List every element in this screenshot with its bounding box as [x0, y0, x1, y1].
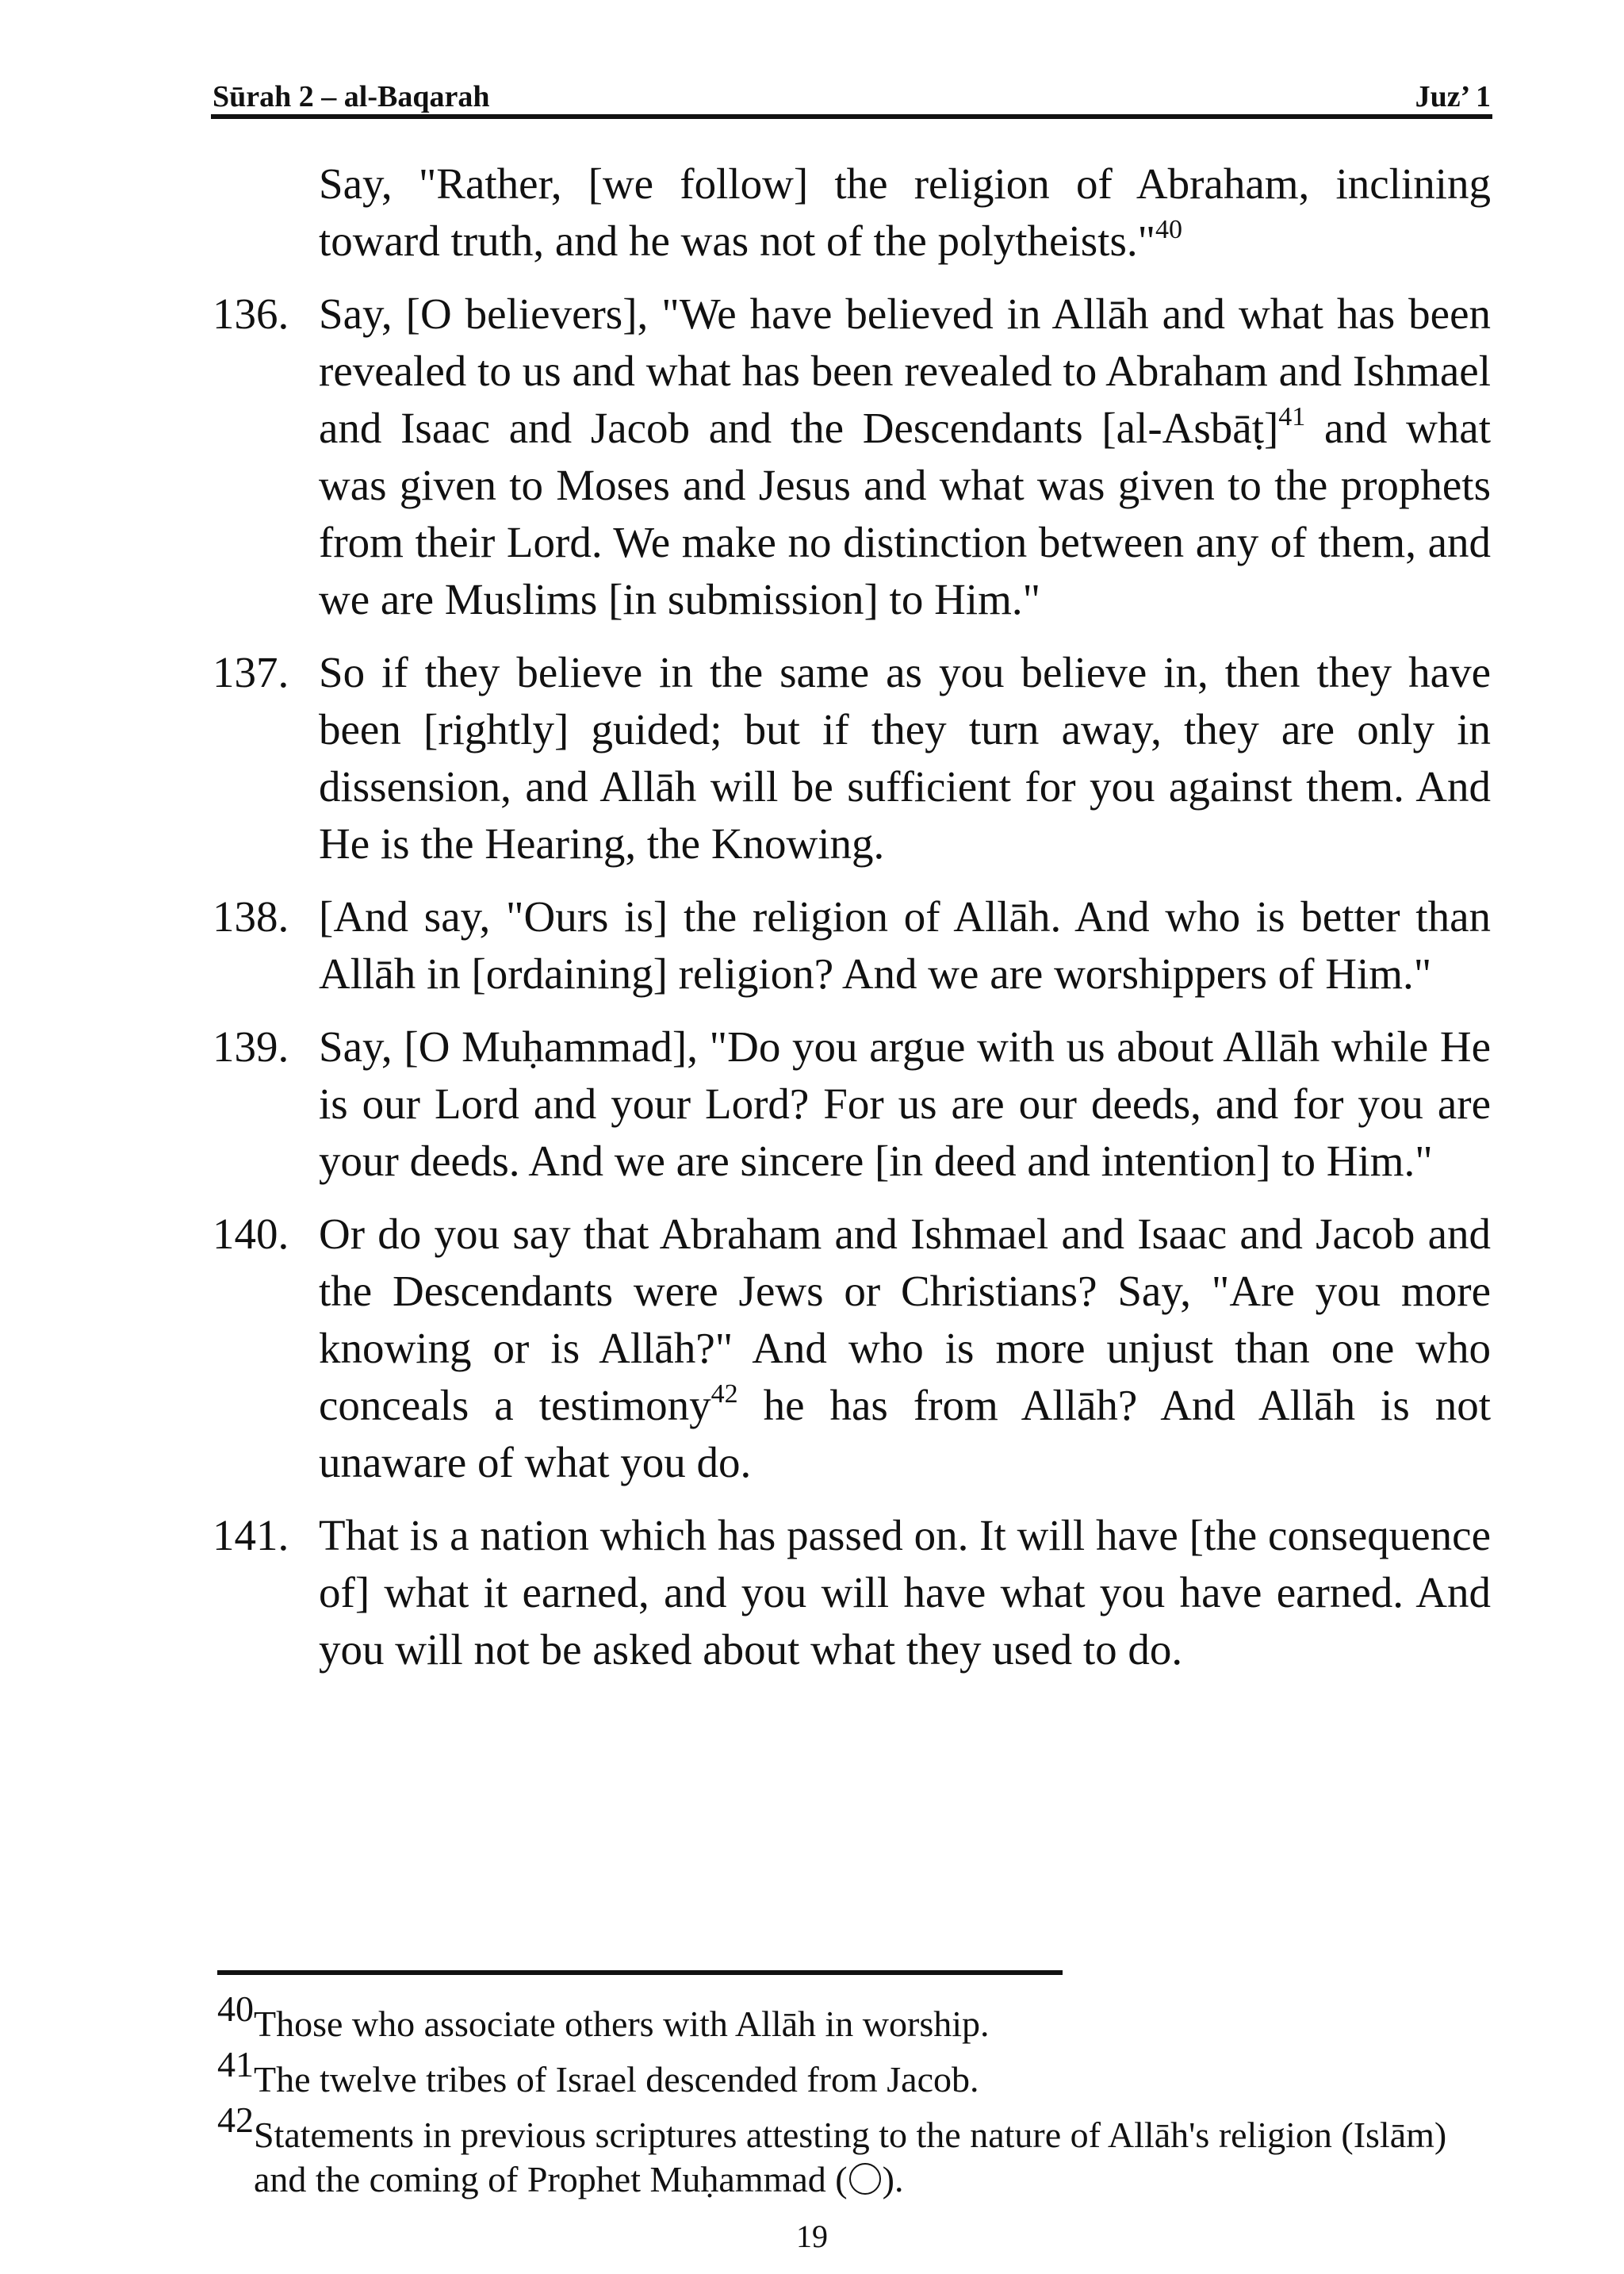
verse-number: 141.: [213, 1511, 289, 1559]
footnote-ref[interactable]: 42: [710, 1379, 738, 1409]
verse-text: and what was given to Moses and Jesus and what was given to the prophets from their Lord. We make no distinction between any of them, and we are Muslims [in submission] to Him.": [319, 404, 1491, 623]
footnote-ref[interactable]: 40: [1155, 215, 1183, 244]
footnote-41: [217, 2046, 1491, 2102]
verse-number: 136.: [213, 290, 289, 338]
verse-139: [213, 1018, 1491, 1190]
footnote-42: [217, 2102, 1491, 2202]
verse-136: [213, 286, 1491, 628]
verse-number: 140.: [213, 1210, 289, 1258]
header-divider: [211, 114, 1492, 119]
verse-text: Or do you say that Abraham and Ishmael and Isaac and Jacob and the Descendants were Jews or Christians? Say, "Are you more knowing or is Allāh?" And who is more unjust than one who conceals a testimony: [319, 1210, 1491, 1429]
verse-list: [213, 155, 1491, 1694]
verse-text: Say, "Rather, [we follow] the religion of Abraham, inclining toward truth, and he was not of the polytheists.": [319, 159, 1491, 265]
footnote-text: Statements in previous scriptures attesting to the nature of Allāh's religion (Islām) and the coming of Prophet Muḥammad (: [254, 2115, 1447, 2199]
footnotes: [217, 1988, 1491, 2202]
footnote-divider: [217, 1970, 1063, 1975]
footnote-text: The twelve tribes of Israel descended from Jacob.: [254, 2059, 979, 2100]
verse-number: 139.: [213, 1022, 289, 1071]
juz-label: Juz’ 1: [1415, 80, 1491, 113]
footnote-mark: 41: [217, 2044, 254, 2084]
verse-number: 138.: [213, 892, 289, 941]
verse-text: That is a nation which has passed on. It will have [the consequence of] what it earned, and you will have what you have earned. And you will not be asked about what they used to do.: [319, 1511, 1491, 1674]
verse-140: [213, 1206, 1491, 1491]
footnote-mark: 42: [217, 2100, 254, 2140]
page-number: 19: [796, 2218, 828, 2254]
verse-number: 137.: [213, 648, 289, 696]
verse-138: [213, 888, 1491, 1003]
footnote-mark: 40: [217, 1988, 254, 2029]
footnote-40: [217, 1988, 1491, 2046]
footnote-text: Those who associate others with Allāh in worship.: [254, 2004, 990, 2044]
running-header: [213, 67, 1491, 114]
verse-text: Say, [O Muḥammad], "Do you argue with us about Allāh while He is our Lord and your Lord? For us are our deeds, and for you are your deeds. And we are sincere [in deed and intention] to Him.": [319, 1022, 1491, 1185]
surah-title: Sūrah 2 – al-Baqarah: [213, 80, 490, 113]
verse-text: So if they believe in the same as you believe in, then they have been [rightly] guided; but if they turn away, they are only in dissension, and Allāh will be sufficient for you against them. And He is the Hearing, the Knowing.: [319, 648, 1491, 868]
salutation-icon: [849, 2163, 881, 2195]
footnote-text-end: ).: [882, 2159, 904, 2199]
verse-141: [213, 1507, 1491, 1678]
verse-137: [213, 644, 1491, 872]
footnote-ref[interactable]: 41: [1278, 402, 1306, 431]
verse-text: [And say, "Ours is] the religion of Allāh. And who is better than Allāh in [ordaining] religion? And we are worshippers of Him.": [319, 892, 1491, 998]
verse-text: he has from Allāh? And Allāh is not unaware of what you do.: [319, 1381, 1491, 1486]
verse-text: Say, [O believers], "We have believed in Allāh and what has been revealed to us and what has been revealed to Abraham and Ishmael and Isaac and Jacob and the Descendants [al-Asbāṭ]: [319, 290, 1491, 452]
verse-continuation: [213, 155, 1491, 270]
